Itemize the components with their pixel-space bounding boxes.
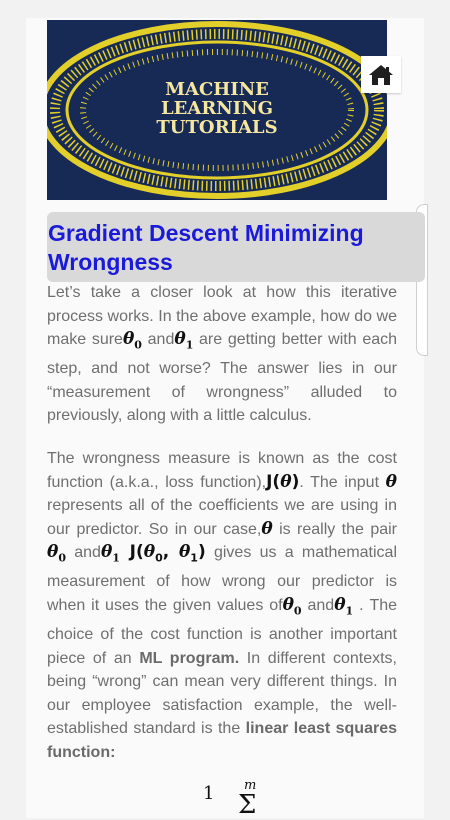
paragraph-1 [47,281,397,428]
theta0-math: $\theta_0$ [122,329,142,352]
home-button[interactable] [361,56,401,93]
p2-text-e: gives us a mathematical measurement of how wrong our predictor is when it uses the given values of [47,544,398,614]
pair-theta1-math: $\theta_1$ [100,542,120,565]
theta1-math: $\theta_1$ [174,329,194,352]
formula-fraction-numerator: 1 [203,783,215,804]
theta-math: θ [385,471,398,492]
section-heading-box [47,212,425,282]
banner-line2: LEARNING [161,98,273,119]
linear-least-squares-text: linear least squares function: [47,720,397,761]
banner-line1: MACHINE [165,79,269,100]
p2-text-g: In different contexts, being “wrong” can mean very different things. In our employee satisfaction example, the well-established standard is the [47,649,397,738]
p1-and: and [141,331,175,349]
p1-text-a: Let’s take a closer look at how this iterative process works. In the above example, how do we make sure [47,284,397,349]
p2-and: and [66,544,101,562]
cost-function-math: J(θ) [266,471,300,492]
cost-function-pair-math: $J(\theta_0$, $\theta_1$) [119,542,206,565]
p1-text-b: are getting better with each step, and not worse? The answer lies in our “measurement of wrongness” alluded to previously, along with a little calculus. [47,331,398,425]
theta-math-2: θ [261,518,273,539]
values-theta0-math: $\theta_0$ [282,594,302,618]
section-heading: Gradient Descent Minimizing Wrongness [48,220,364,275]
status-bar [0,0,450,18]
p2-text-a: The wrongness measure is known as the cost function (a.k.a., loss function), [47,450,397,491]
p2-text-b: . The input [299,473,386,491]
banner-seal [47,20,387,200]
home-icon [368,63,394,87]
pair-theta0-math: $\theta_0$ [47,542,66,565]
ml-program-text: ML program. [139,649,240,667]
paragraph-2 [47,447,397,765]
formula-sum-symbol: Σ [238,790,257,820]
formula-sum-upper: m [244,778,257,793]
p2-text-f: . The choice of the cost function is another important piece of an [47,596,398,667]
cost-formula-partial [200,778,440,820]
values-theta1-math: $\theta_1$ [334,594,354,618]
banner-line3: TUTORIALS [156,117,278,138]
p2-text-c: represents all of the coefficients we are using in our predictor. So in our case, [47,497,397,538]
p2-and-2: and [301,596,335,614]
machine-learning-tutorials-banner [47,20,387,200]
p2-text-d: is really the pair [272,520,397,538]
